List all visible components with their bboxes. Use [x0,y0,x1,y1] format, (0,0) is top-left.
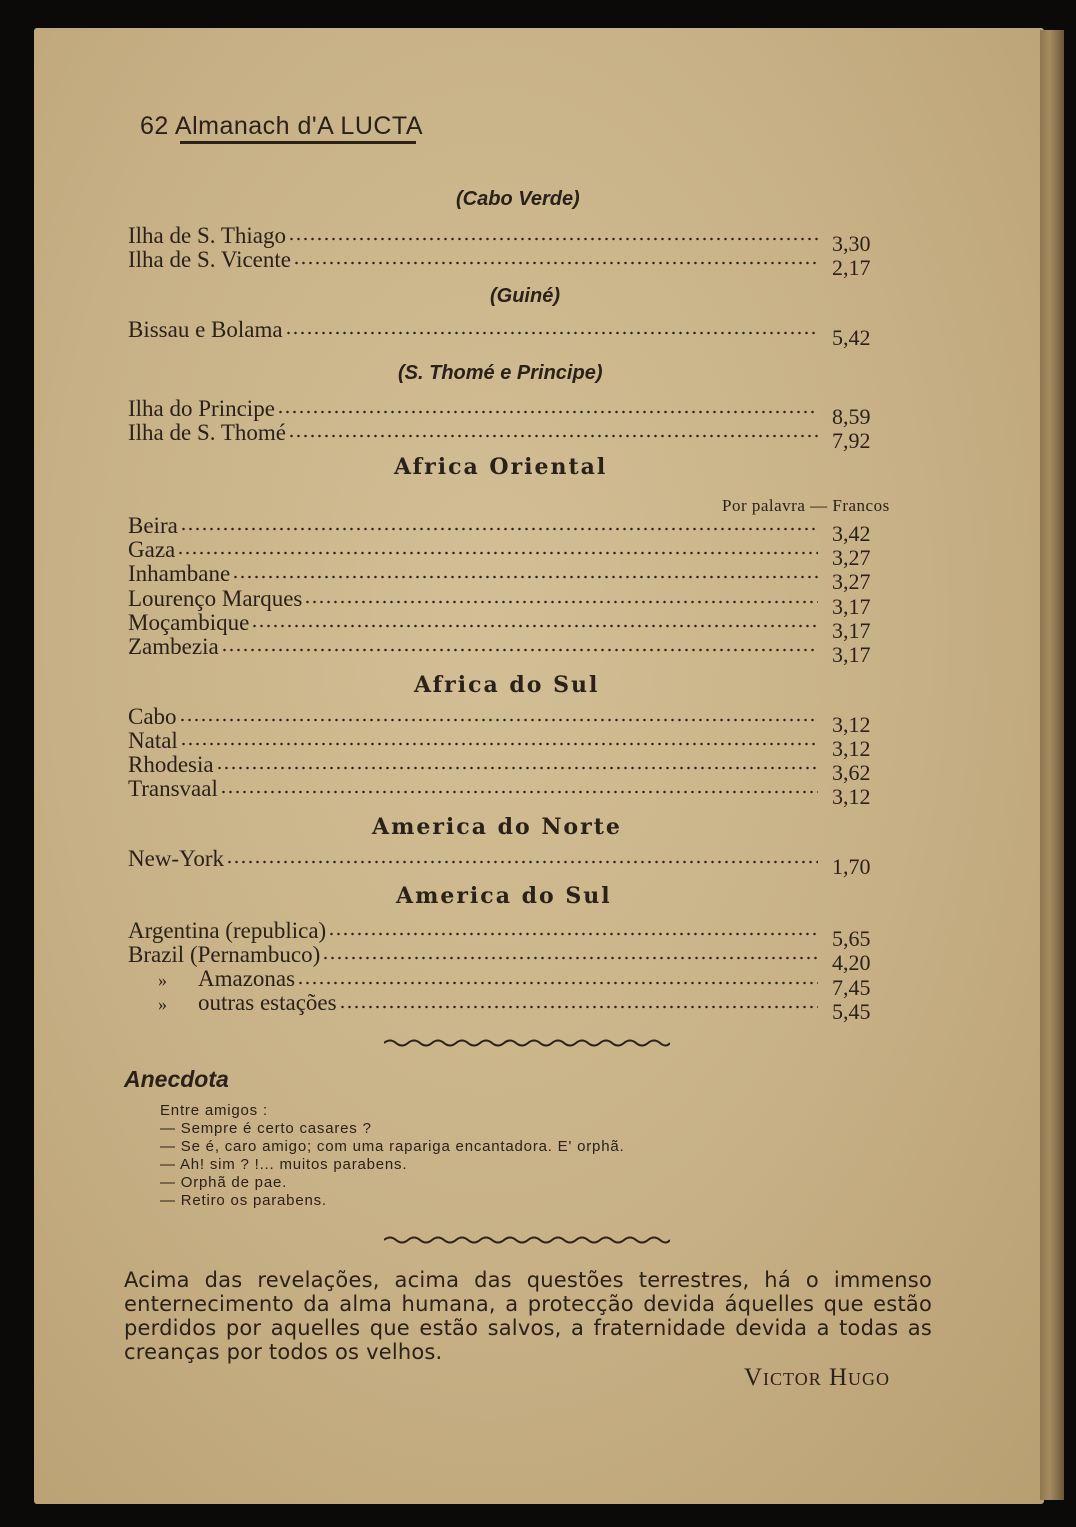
rate-value: 3,17 [832,594,871,619]
table-row [128,396,878,429]
almanac-title: Almanach d'A LUCTA [174,112,424,140]
place-name: Rhodesia [128,752,214,777]
place-name [128,991,337,1016]
anecdote-line: — Ah! sim ? !... muitos parabens. [160,1156,408,1173]
rate-value: 3,62 [832,760,871,785]
quote-author: Victor Hugo [744,1364,891,1391]
rate-value: 3,17 [832,618,871,643]
ornamental-divider [384,1037,670,1049]
table-row [128,918,878,951]
table-row [128,317,878,350]
table-row [128,942,878,975]
place-name: Gaza [128,537,176,562]
table-row [128,610,878,643]
ornamental-divider [384,1234,670,1246]
heading-africa-oriental: Africa Oriental [394,454,608,480]
anecdote-title: Anecdota [124,1066,229,1092]
rate-value: 3,42 [832,521,871,546]
rate-value: 8,59 [832,404,871,429]
heading-s-thome: (S. Thomé e Principe) [398,362,603,384]
rate-value: 5,42 [832,325,871,350]
place-label: outras estações [198,990,337,1015]
anecdote-line: — Sempre é certo casares ? [160,1120,372,1137]
heading-guine: (Guiné) [490,285,560,307]
table-row [128,990,878,1024]
page-edge [1040,30,1064,1500]
place-name: Moçambique [128,610,250,635]
place-name: Ilha de S. Thomé [128,420,286,445]
place-name: Natal [128,728,178,753]
anecdote-line: — Retiro os parabens. [160,1192,327,1209]
table-row [128,223,878,256]
place-name: Ilha de S. Thiago [128,223,286,248]
place-name [128,967,295,992]
ditto-mark: » [158,994,167,1014]
anecdote-line: Entre amigos : [160,1102,268,1119]
table-row [128,634,878,667]
place-name: Ilha do Principe [128,396,275,421]
rate-value: 1,70 [832,854,871,879]
rate-value: 3,27 [832,545,871,570]
column-header: Por palavra — Francos [722,496,890,515]
place-name: Beira [128,513,178,538]
rate-value: 2,17 [832,255,871,280]
place-name: Inhambane [128,561,231,586]
table-row [128,420,878,453]
page-number: 62 [140,112,169,140]
heading-cabo-verde: (Cabo Verde) [456,188,580,210]
rate-value: 7,45 [832,975,871,1000]
anecdote-line: — Orphã de pae. [160,1174,288,1191]
anecdote-line: — Se é, caro amigo; com uma rapariga encantadora. E' orphã. [160,1138,625,1155]
heading-america-do-sul: America do Sul [396,883,612,909]
table-row [128,704,878,737]
place-name: Brazil (Pernambuco) [128,942,321,967]
rate-value: 7,92 [832,428,871,453]
ditto-mark: » [158,970,167,990]
table-row [128,561,878,594]
page-header [140,112,423,141]
rate-value: 3,27 [832,569,871,594]
table-row [128,846,878,879]
place-name: Lourenço Marques [128,586,303,611]
table-row [128,537,878,570]
place-name: Transvaal [128,776,218,801]
rate-value: 3,30 [832,231,871,256]
place-name: Argentina (republica) [128,918,327,943]
table-row [128,586,878,619]
place-name: Zambezia [128,634,219,659]
rate-value: 3,12 [832,712,871,737]
quote-paragraph: Acima das revelações, acima das questões terrestres, há o immenso enternecimento da alma humana, a protecção devida áquelles que estão perdidos por aquelles que estão salvos, a fraternidade devida a todas as creanças por todos os velhos. [124,1268,932,1364]
rate-value: 5,45 [832,999,871,1024]
rate-value: 3,12 [832,784,871,809]
rate-value: 3,17 [832,642,871,667]
heading-africa-do-sul: Africa do Sul [414,672,600,698]
table-row [128,513,878,546]
header-underline [180,141,416,144]
table-row [128,776,878,809]
place-name: Ilha de S. Vicente [128,247,291,272]
rate-value: 4,20 [832,950,871,975]
rate-value: 3,12 [832,736,871,761]
table-row [128,728,878,761]
table-row [128,247,878,280]
place-name: Bissau e Bolama [128,317,283,342]
heading-america-do-norte: America do Norte [372,814,622,840]
place-name: Cabo [128,704,177,729]
rate-value: 5,65 [832,926,871,951]
table-row [128,966,878,1000]
table-row [128,752,878,785]
place-label: Amazonas [198,966,296,991]
place-name: New-York [128,846,225,871]
